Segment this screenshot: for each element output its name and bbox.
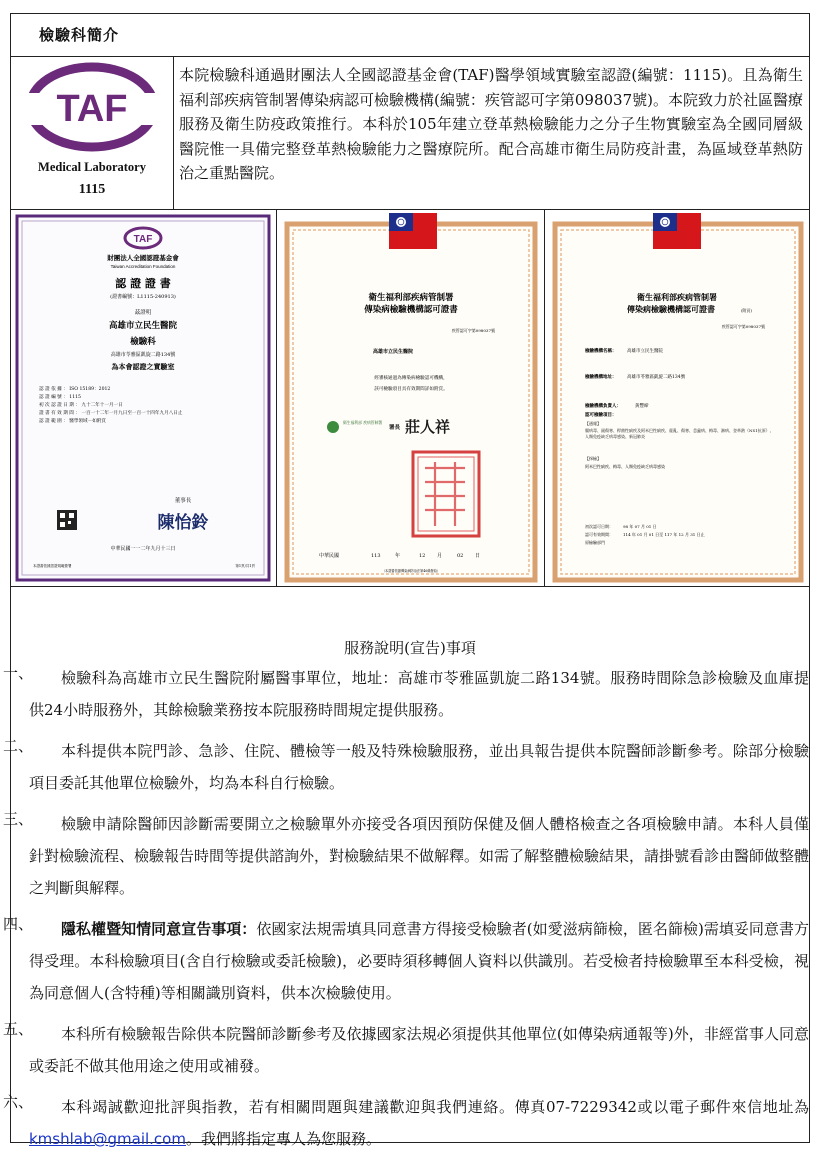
cert1-statement: 為本會認證之實驗室	[111, 362, 175, 371]
cert3-items-label: 認可檢驗項目：	[585, 413, 617, 418]
service-item-number: 六、	[3, 1093, 34, 1111]
privacy-text: 依國家法規需填具同意書方得接受檢驗者(如愛滋病篩檢，匿名篩檢)需填妥同意書方得受理。本科檢驗項目(含自行檢驗或委託檢驗)，必要時須移轉個人資料以供識別。若受檢者持檢驗單至本科受檢，視為同意個人(含特種)等相關識別資料，供本次檢驗使用。	[29, 920, 809, 1002]
service-item-number: 二、	[3, 737, 34, 755]
service-item-text: 本科提供本院門診、急診、住院、體檢等一般及特殊檢驗服務，並出具報告提供本院醫師診斷參考。除部分檢驗項目委託其他單位檢驗外，均為本科自行檢驗。	[29, 742, 809, 792]
service-item-number: 三、	[3, 810, 34, 828]
taf-logo-number: 1115	[78, 182, 106, 197]
cert2-date-m: 月	[437, 553, 443, 559]
cert1-detail: 證 書 有 效 期 間 ： 一百一十二年一月九日至一百一十四年九月八日止	[39, 411, 183, 416]
service-item-number: 五、	[3, 1020, 34, 1038]
service-item-text: 檢驗申請除醫師因診斷需要開立之檢驗單外亦接受各項因預防保健及個人體格檢查之各項檢驗申請。本科人員僅針對檢驗流程、檢驗報告時間等提供諮詢外，對檢驗結果不做解釋。如需了解整體檢驗結果，請掛號看診由醫師做整體之判斷與解釋。	[29, 815, 810, 897]
contact-text: 本科竭誠歡迎批評與指教，若有相關問題與建議歡迎與我們連絡。傳真07-7229342或以電子郵件來信地址為	[61, 1098, 809, 1116]
section-title: 檢驗科簡介	[39, 26, 120, 44]
taf-certificate-cell	[11, 210, 277, 586]
cert1-chair-label: 董事長	[174, 498, 192, 504]
cert2-director-label: 署長	[389, 425, 401, 431]
taf-certificate-image	[11, 210, 276, 586]
cdc-appendix-image	[545, 210, 809, 586]
cert3-ref: 疾管認可字第098037號	[721, 324, 765, 329]
cert1-detail: 認 證 編 號 ： 1115	[39, 395, 81, 400]
cert3-sub: (附頁)	[741, 308, 753, 313]
service-item	[3, 1018, 809, 1082]
cert3-owner-label: 檢驗機構負責人：	[585, 404, 621, 409]
cert2-date-month: 12	[419, 553, 426, 559]
intro-row	[11, 57, 809, 210]
cert3-name: 高雄市立民生醫院	[627, 349, 663, 354]
cert1-detail: 認 證 依 據 ： ISO 15189：2012	[39, 387, 111, 392]
cert2-date-year: 113	[371, 553, 381, 559]
service-item	[3, 735, 809, 799]
cert1-org-en: Taiwan Accreditation Foundation	[110, 264, 176, 269]
cert3-owner: 黃豐締	[635, 404, 649, 409]
taiwan-flag-icon	[389, 213, 437, 249]
cert2-heading2: 傳染病檢驗機構認可證書	[364, 305, 458, 315]
cert2-date-label: 中華民國	[319, 553, 340, 559]
cert1-certify: 茲證明	[134, 310, 152, 316]
cert1-date: 中華民國一一二年九月十三日	[110, 546, 176, 552]
cert1-hospital: 高雄市立民生醫院	[108, 321, 178, 331]
service-item-text	[3, 1091, 809, 1155]
cert2-body1: 經審核通過為傳染病檢驗認可機構，	[374, 376, 448, 381]
taf-logo-caption: Medical Laboratory	[38, 160, 146, 174]
cert1-detail: 初 次 認 證 日 期 ： 九十二年十一月一日	[39, 403, 123, 408]
cert1-detail: 認 證 範 圍 ： 醫學領域－如附頁	[39, 419, 107, 424]
cdc-certificate-image	[277, 210, 544, 586]
cert2-ref: 疾管認可字第098037號	[451, 328, 495, 333]
cert1-signature: 陳怡鈴	[157, 513, 209, 533]
cert2-date-y: 年	[395, 553, 401, 559]
service-list	[3, 662, 809, 1164]
cert2-footer: （本證書依據傳染病防治法第46條發給）	[381, 569, 441, 573]
cert3-date2-label: 認可有效期間：	[585, 532, 613, 537]
service-item-number: 四、	[3, 915, 34, 933]
cert3-cat1: 【通報】	[585, 421, 601, 426]
cert2-heading1: 衛生福利部疾病管制署	[368, 293, 454, 303]
cert2-hospital: 高雄市立民生醫院	[373, 349, 414, 355]
cert3-name-label: 檢驗機構名稱：	[585, 349, 617, 354]
cert3-date1: 98 年 07 月 01 日	[623, 524, 657, 529]
service-item-number: 一、	[3, 664, 34, 682]
cert1-number: (證書編號：L1115-240913)	[110, 294, 176, 300]
cert2-signature: 莊人祥	[405, 418, 451, 436]
cert1-footer-right: 第1頁/共1頁	[235, 564, 255, 568]
cert3-date1-label: 初次認可日期：	[585, 524, 613, 529]
service-title: 服務說明(宣告)事項	[344, 639, 476, 657]
cert3-cat2: 【採檢】	[585, 456, 601, 461]
taf-logo-graphic	[11, 57, 173, 209]
cert3-addr: 高雄市苓雅區凱旋二路134號	[627, 375, 686, 380]
cert3-addr-label: 檢驗機構地址：	[585, 375, 617, 380]
cert2-agency: 衛生福利部 疾病管制署	[343, 420, 383, 425]
service-item-text: 本科所有檢驗報告除供本院醫師診斷參考及依據國家法規必須提供其他單位(如傳染病通報等)外，非經當事人同意或委託不做其他用途之使用或補發。	[29, 1025, 809, 1075]
cert2-body2: 該可檢驗項目具有效期間詳如附頁。	[374, 387, 448, 392]
cdc-appendix-cell	[545, 210, 809, 586]
service-item-text	[3, 913, 809, 1009]
cert2-date-d: 日	[475, 553, 481, 559]
cert2-date-day: 02	[457, 553, 464, 559]
title-row	[11, 14, 809, 57]
taiwan-flag-icon	[653, 213, 701, 249]
cert3-heading1: 衛生福利部疾病管制署	[637, 292, 717, 302]
cdc-emblem-icon	[327, 421, 339, 433]
email-link[interactable]: kmshlab@gmail.com	[29, 1130, 186, 1148]
taf-logo-brand: TAF	[56, 88, 128, 130]
intro-paragraph: 本院檢驗科通過財團法人全國認證基金會(TAF)醫學領域實驗室認證(編號：1115)。且為衛生福利部疾病管制署傳染病認可檢驗機構(編號：疾管認可字第098037號)。本院致力於社區醫療服務及衛生防疫政策推行。本科於105年建立登革熱檢驗能力之分子生物實驗室為全國同層級醫院惟一具備完整登革熱檢驗能力之醫療院所。配合高雄市衛生局防疫計畫，為區域登革熱防治之重點醫院。	[179, 66, 803, 182]
svg-text:TAF: TAF	[133, 234, 153, 245]
cert1-org: 財團法人全國認證基金會	[107, 254, 179, 262]
taf-logo	[11, 57, 174, 209]
service-item	[3, 808, 809, 904]
service-item	[3, 1091, 809, 1155]
cert3-note: 原檢驗部門	[585, 540, 605, 545]
contact-tail: 。我們將指定專人為您服務。	[185, 1130, 381, 1148]
document-sheet	[3, 13, 810, 1148]
cdc-certificate-cell	[277, 210, 545, 586]
cert3-heading2: 傳染病檢驗機構認可證書	[627, 304, 715, 314]
service-item	[3, 913, 809, 1009]
cert1-title: 認 證 證 書	[115, 277, 171, 290]
cert1-footer-left: 本證書依據認證規範簽署	[33, 564, 72, 568]
cert1-address: 高雄市苓雅區凱旋二路134號	[110, 352, 176, 358]
cert3-items2: 阿米巴性痢疾、梅毒、人類免疫缺乏病毒感染	[585, 464, 665, 469]
privacy-heading: 隱私權暨知情同意宣告事項：	[61, 920, 257, 938]
cert3-items1: 腸病毒、副傷寒、桿菌性痢疾及阿米巴性痢疾、霍亂、傷寒、恙蟲病、梅毒、淋病、登革熱（NS1抗原）、人類免疫缺乏病毒感染、新冠肺炎	[585, 428, 774, 439]
certificate-row	[11, 210, 809, 587]
service-item	[3, 662, 809, 726]
service-item-text: 檢驗科為高雄市立民生醫院附屬醫事單位，地址：高雄市苓雅區凱旋二路134號。服務時間除急診檢驗及血庫提供24小時服務外，其餘檢驗業務按本院服務時間規定提供服務。	[29, 669, 809, 719]
cert1-dept: 檢驗科	[130, 337, 156, 347]
cert3-date2: 114 年 01 月 01 日至 117 年 12 月 31 日止	[623, 532, 705, 537]
